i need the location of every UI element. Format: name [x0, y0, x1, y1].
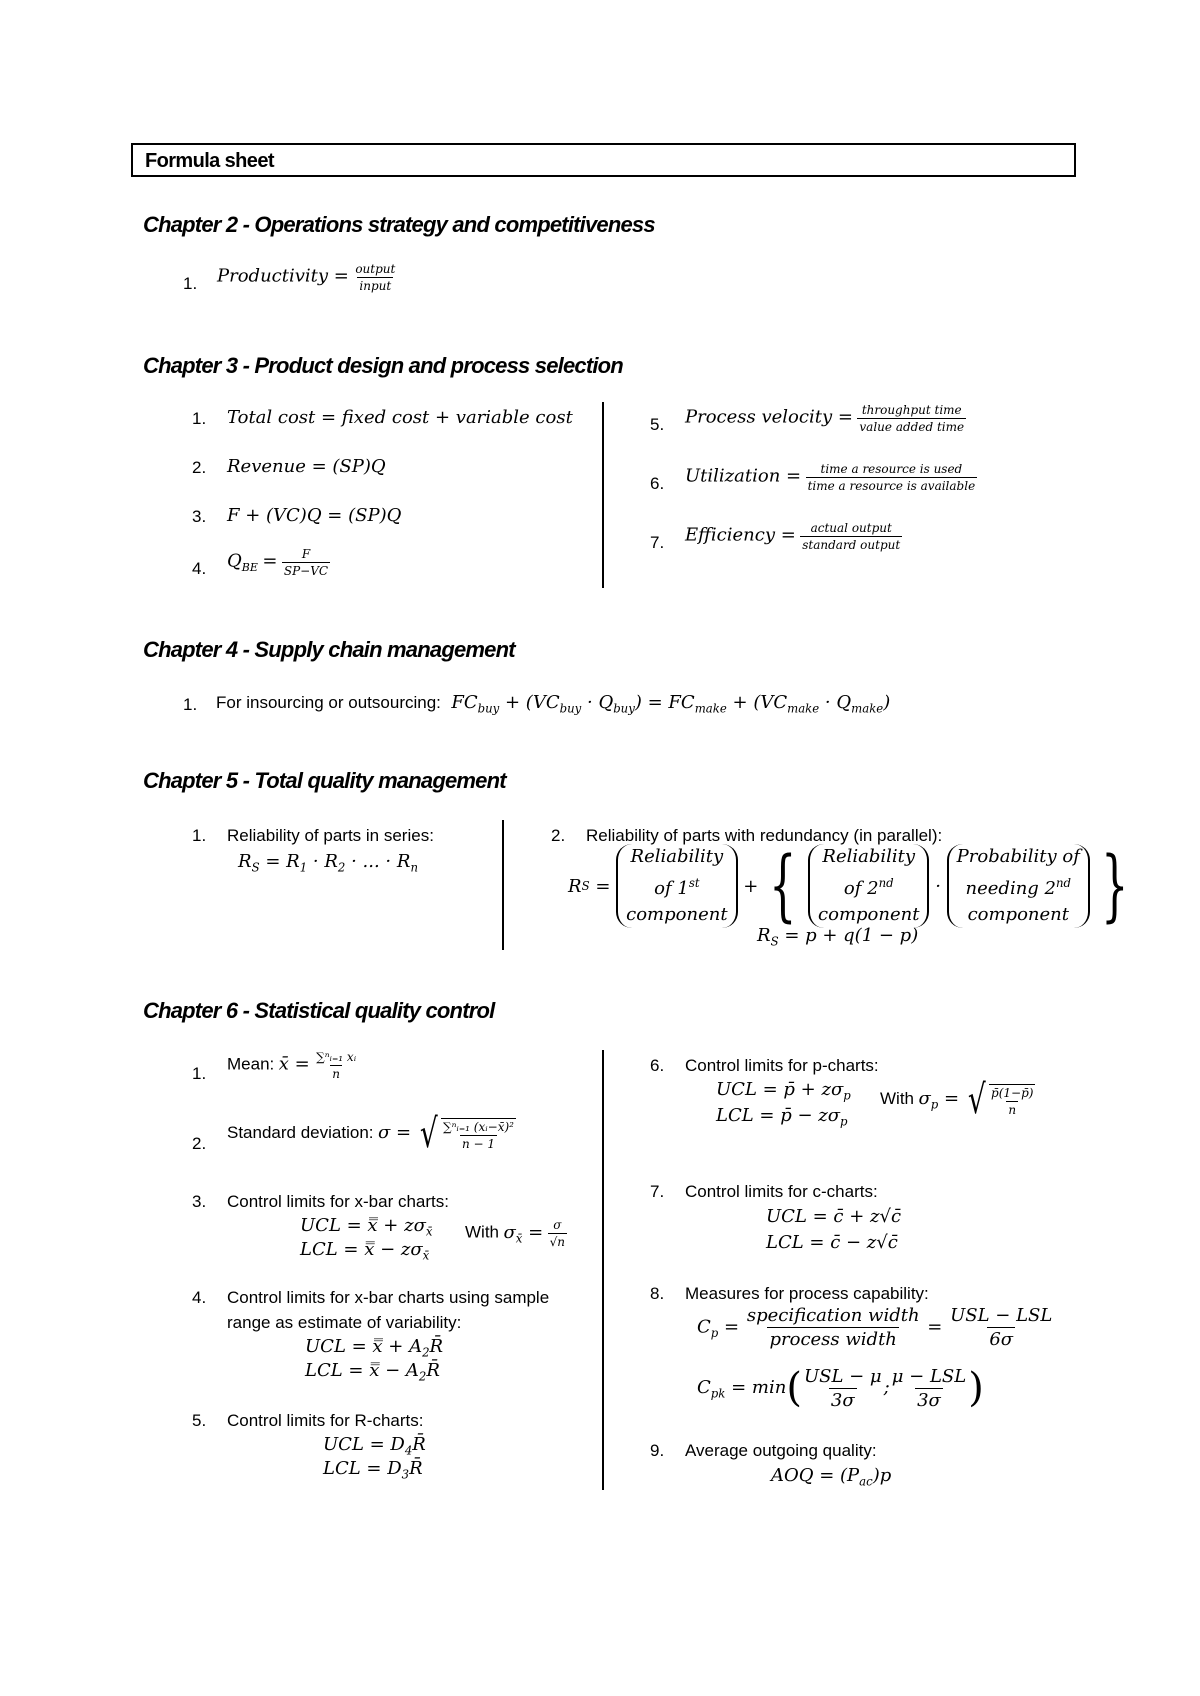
p-chart-lcl: [716, 1105, 848, 1129]
aoq-formula: [771, 1465, 891, 1489]
ch6-item-number: 8.: [650, 1284, 665, 1303]
formula-lhs: AOQ = (P: [771, 1465, 860, 1486]
symbol: C: [697, 1377, 711, 1398]
subscript: make: [694, 701, 727, 716]
subscript: n: [410, 860, 418, 875]
formula-label: Mean:: [227, 1054, 275, 1074]
operator: ·: [586, 692, 593, 713]
p-chart-sigma-formula: [880, 1077, 1035, 1123]
fraction-denominator: 6σ: [989, 1329, 1014, 1350]
subscript: S: [770, 934, 779, 949]
equals-sign: =: [731, 1377, 747, 1398]
chapter-6-heading: Chapter 6 - Statistical quality control: [143, 998, 495, 1023]
paren: (: [525, 692, 533, 713]
symbol: Q: [598, 692, 614, 713]
subscript: 1: [299, 860, 308, 875]
ch3-item-number: 7.: [650, 533, 665, 552]
symbol: R̄: [426, 1360, 440, 1381]
symbol: Q: [836, 692, 852, 713]
subscript: 2: [337, 860, 346, 875]
symbol: VC: [760, 692, 788, 713]
mean-formula: [227, 1050, 358, 1081]
cp-formula: [697, 1305, 1054, 1350]
symbol: C: [697, 1316, 711, 1338]
fraction-denominator: 3σ: [917, 1389, 941, 1411]
ch4-item-number: 1.: [183, 695, 198, 714]
ch3-item-number: 6.: [650, 474, 665, 493]
block-line: Reliability: [822, 846, 916, 867]
symbol: R: [396, 851, 411, 872]
lcl-expr: LCL = p̄ − zσ: [716, 1105, 841, 1126]
block-line: Reliability: [630, 846, 724, 867]
subscript: make: [787, 701, 820, 716]
break-even-formula: F + (VC)Q = (SP)Q: [227, 505, 402, 526]
parallel-reliability-label: Reliability of parts with redundancy (in parallel):: [586, 826, 943, 845]
fraction-numerator: σ: [553, 1218, 562, 1232]
formula-lhs: Utilization =: [685, 465, 802, 487]
fraction-denominator: value added time: [859, 420, 965, 434]
ch6-item-number: 9.: [650, 1441, 665, 1460]
ch6-item-number: 5.: [192, 1411, 207, 1430]
formula-lhs: x̄ =: [278, 1053, 310, 1075]
equals-sign: =: [724, 1316, 740, 1338]
xbar-lcl: [300, 1239, 429, 1263]
xbar-range-label-1: Control limits for x-bar charts using sample: [227, 1288, 550, 1307]
operator: +: [743, 875, 759, 897]
subscript: x̄: [422, 1248, 430, 1263]
column-divider: [502, 820, 504, 950]
formula-label: With: [880, 1089, 914, 1109]
fraction-denominator: √n: [549, 1235, 565, 1249]
subscript: buy: [477, 701, 500, 716]
subscript: p: [710, 1326, 719, 1341]
aoq-label: Average outgoing quality:: [685, 1441, 877, 1460]
subscript: x̄: [515, 1231, 523, 1246]
operator: +: [504, 692, 521, 713]
c-chart-ucl: UCL = c̄ + z√c̄: [766, 1206, 902, 1227]
formula-label: With: [465, 1222, 499, 1242]
block-line: of 1: [654, 878, 689, 899]
fraction-denominator: input: [359, 279, 392, 293]
fraction-denominator: time a resource is available: [807, 479, 976, 493]
superscript: nd: [1056, 876, 1072, 890]
symbol: R: [286, 851, 300, 872]
fraction-numerator: output: [355, 262, 396, 276]
equals-sign: =: [647, 692, 663, 713]
make-or-buy-formula: [216, 692, 890, 716]
parallel-reliability-simplified: [757, 925, 918, 949]
min-function: min: [751, 1377, 787, 1398]
symbol: σ: [503, 1221, 516, 1243]
fraction-numerator: USL − μ: [803, 1365, 882, 1387]
lcl-expr: LCL = D: [323, 1458, 402, 1479]
subscript: 4: [404, 1443, 413, 1458]
block-line: component: [967, 904, 1069, 925]
ucl-expr: UCL = x̿ + zσ: [300, 1215, 426, 1236]
fraction-numerator: p̄(1−p̄): [991, 1085, 1034, 1100]
r-chart-label: Control limits for R-charts:: [227, 1411, 424, 1430]
xbar-range-ucl: [305, 1336, 443, 1360]
qbe-formula: [227, 547, 330, 578]
xbar-range-label-2: range as estimate of variability:: [227, 1313, 462, 1332]
equals-sign: =: [528, 1221, 544, 1243]
ch6-item-number: 1.: [192, 1064, 207, 1083]
equals-sign: =: [262, 550, 278, 572]
operator: · ... ·: [351, 851, 392, 872]
utilization-formula: [685, 462, 977, 493]
ch3-item-number: 1.: [192, 409, 207, 428]
fraction-numerator: ∑ⁿᵢ₌₁ xᵢ: [316, 1050, 357, 1064]
parallel-reliability-formula: [568, 841, 1140, 931]
fraction-denominator: 3σ: [830, 1389, 855, 1411]
fraction-numerator: time a resource is used: [820, 462, 963, 476]
formula-label: Standard deviation:: [227, 1123, 374, 1143]
equals-sign: =: [595, 875, 611, 897]
xbar-range-lcl: [305, 1360, 440, 1384]
block-line: Probability of: [956, 846, 1080, 867]
radical-sign: √: [967, 1077, 986, 1123]
fraction-numerator: USL − LSL: [950, 1305, 1053, 1326]
fraction-numerator: ∑ⁿᵢ₌₁ (xᵢ−x̄)²: [443, 1119, 514, 1134]
fraction-numerator: F: [301, 547, 311, 561]
ch6-item-number: 7.: [650, 1182, 665, 1201]
cpk-formula: [697, 1365, 984, 1411]
symbol: σ: [918, 1088, 931, 1110]
radical-sign: √: [419, 1111, 438, 1157]
symbol: R̄: [409, 1458, 423, 1479]
reliability-second-component: [808, 844, 929, 928]
c-chart-lcl: LCL = c̄ − z√c̄: [766, 1232, 898, 1253]
symbol: VC: [532, 692, 560, 713]
fraction-denominator: process width: [769, 1329, 897, 1350]
chapter-3-heading: Chapter 3 - Product design and process selection: [143, 353, 623, 378]
paren: ): [883, 692, 891, 713]
operator: ·: [935, 875, 941, 897]
process-velocity-formula: [685, 403, 966, 434]
symbol: R̄: [429, 1336, 444, 1357]
subscript: buy: [559, 701, 582, 716]
fraction-numerator: throughput time: [861, 403, 962, 417]
ch2-item-number: 1.: [183, 274, 198, 293]
efficiency-formula: [685, 521, 902, 552]
ch3-item-number: 3.: [192, 507, 207, 526]
symbol: R: [324, 851, 338, 872]
equals-sign: =: [265, 851, 281, 872]
subscript: p: [843, 1088, 851, 1103]
fraction-denominator: standard output: [802, 538, 901, 552]
symbol: FC: [451, 692, 478, 713]
reliability-first-component: [616, 844, 737, 928]
fraction-denominator: n − 1: [461, 1136, 496, 1151]
series-reliability-label: Reliability of parts in series:: [227, 826, 434, 845]
symbol: R: [238, 851, 252, 872]
block-line: of 2: [843, 878, 879, 899]
formula-lhs: Q: [227, 550, 242, 572]
block-line: component: [818, 904, 920, 925]
formula-label: For insourcing or outsourcing:: [216, 693, 441, 712]
formula-rhs: )p: [872, 1465, 892, 1486]
chapter-5-heading: Chapter 5 - Total quality management: [143, 768, 506, 793]
subscript: pk: [710, 1386, 726, 1401]
process-capability-label: Measures for process capability:: [685, 1284, 929, 1303]
column-divider: [602, 402, 604, 588]
paren: (: [786, 1365, 802, 1411]
superscript: st: [688, 876, 700, 890]
subscript: 3: [401, 1467, 410, 1482]
p-chart-label: Control limits for p-charts:: [685, 1056, 879, 1075]
ch6-item-number: 4.: [192, 1288, 207, 1307]
subscript: make: [851, 701, 884, 716]
fraction-denominator: n: [332, 1067, 340, 1081]
subscript: p: [840, 1114, 848, 1129]
fraction-numerator: μ − LSL: [891, 1365, 967, 1387]
lcl-expr: LCL = x̿ − zσ: [300, 1239, 423, 1260]
column-divider: [602, 1050, 604, 1490]
ch5-item-number: 2.: [551, 826, 566, 845]
equals-sign: =: [943, 1088, 960, 1110]
formula-lhs: Efficiency =: [685, 524, 796, 546]
ucl-expr: UCL = p̄ + zσ: [716, 1079, 844, 1100]
subscript: 2: [418, 1369, 427, 1384]
subscript: S: [581, 879, 590, 893]
ch2-productivity-formula: [217, 262, 397, 293]
symbol: R̄: [412, 1434, 426, 1455]
ch3-item-number: 4.: [192, 559, 207, 578]
ch6-item-number: 2.: [192, 1134, 207, 1153]
fraction-numerator: specification width: [746, 1305, 920, 1326]
subscript: buy: [613, 701, 635, 716]
subscript: S: [251, 860, 260, 875]
right-brace: }: [1101, 841, 1129, 931]
c-chart-label: Control limits for c-charts:: [685, 1182, 878, 1201]
operator: ·: [312, 851, 319, 872]
formula-lhs: Process velocity =: [685, 406, 853, 428]
superscript: nd: [878, 876, 894, 890]
formula-lhs: Productivity =: [217, 265, 349, 287]
operator: +: [732, 692, 748, 713]
r-chart-ucl: [323, 1434, 426, 1458]
p-chart-ucl: [716, 1079, 851, 1103]
subscript: p: [930, 1097, 939, 1112]
xbar-label: Control limits for x-bar charts:: [227, 1192, 449, 1211]
probability-needing-second: [947, 844, 1090, 928]
std-dev-formula: [227, 1111, 516, 1157]
paren: (: [753, 692, 761, 713]
xbar-sigma-formula: [465, 1218, 567, 1249]
symbol: R: [757, 925, 771, 946]
subscript: 2: [422, 1345, 430, 1360]
ch3-item-number: 2.: [192, 458, 207, 477]
xbar-ucl: [300, 1215, 432, 1239]
page-title: Formula sheet: [145, 150, 274, 172]
r-chart-lcl: [323, 1458, 423, 1482]
series-reliability-formula: [238, 851, 418, 875]
revenue-formula: Revenue = (SP)Q: [227, 456, 386, 477]
subscript: x̄: [425, 1224, 433, 1239]
ch6-item-number: 3.: [192, 1192, 207, 1211]
chapter-2-heading: Chapter 2 - Operations strategy and competitiveness: [143, 212, 655, 237]
operator: ·: [824, 692, 831, 713]
symbol: R: [568, 875, 582, 897]
fraction-denominator: n: [1008, 1102, 1017, 1117]
ch6-item-number: 6.: [650, 1056, 665, 1075]
equals-sign: =: [927, 1316, 943, 1338]
left-brace: {: [769, 841, 797, 931]
paren: ): [968, 1365, 984, 1411]
chapter-4-heading: Chapter 4 - Supply chain management: [143, 637, 515, 662]
ucl-expr: UCL = x̿ + A: [305, 1336, 423, 1357]
subscript: BE: [241, 560, 258, 574]
total-cost-formula: Total cost = fixed cost + variable cost: [227, 407, 573, 428]
lcl-expr: LCL = x̿ − A: [305, 1360, 419, 1381]
fraction-numerator: actual output: [810, 521, 892, 535]
block-line: component: [626, 904, 728, 925]
formula-rhs: = p + q(1 − p): [784, 925, 919, 946]
subscript: ac: [859, 1474, 873, 1489]
title-box: [131, 143, 1076, 177]
ch3-item-number: 5.: [650, 415, 665, 434]
separator: ;: [883, 1377, 890, 1398]
formula-lhs: σ =: [377, 1122, 412, 1144]
symbol: FC: [668, 692, 695, 713]
ucl-expr: UCL = D: [323, 1434, 405, 1455]
fraction-denominator: SP−VC: [283, 564, 329, 578]
block-line: needing 2: [965, 878, 1056, 899]
ch5-item-number: 1.: [192, 826, 207, 845]
paren: ): [634, 692, 642, 713]
